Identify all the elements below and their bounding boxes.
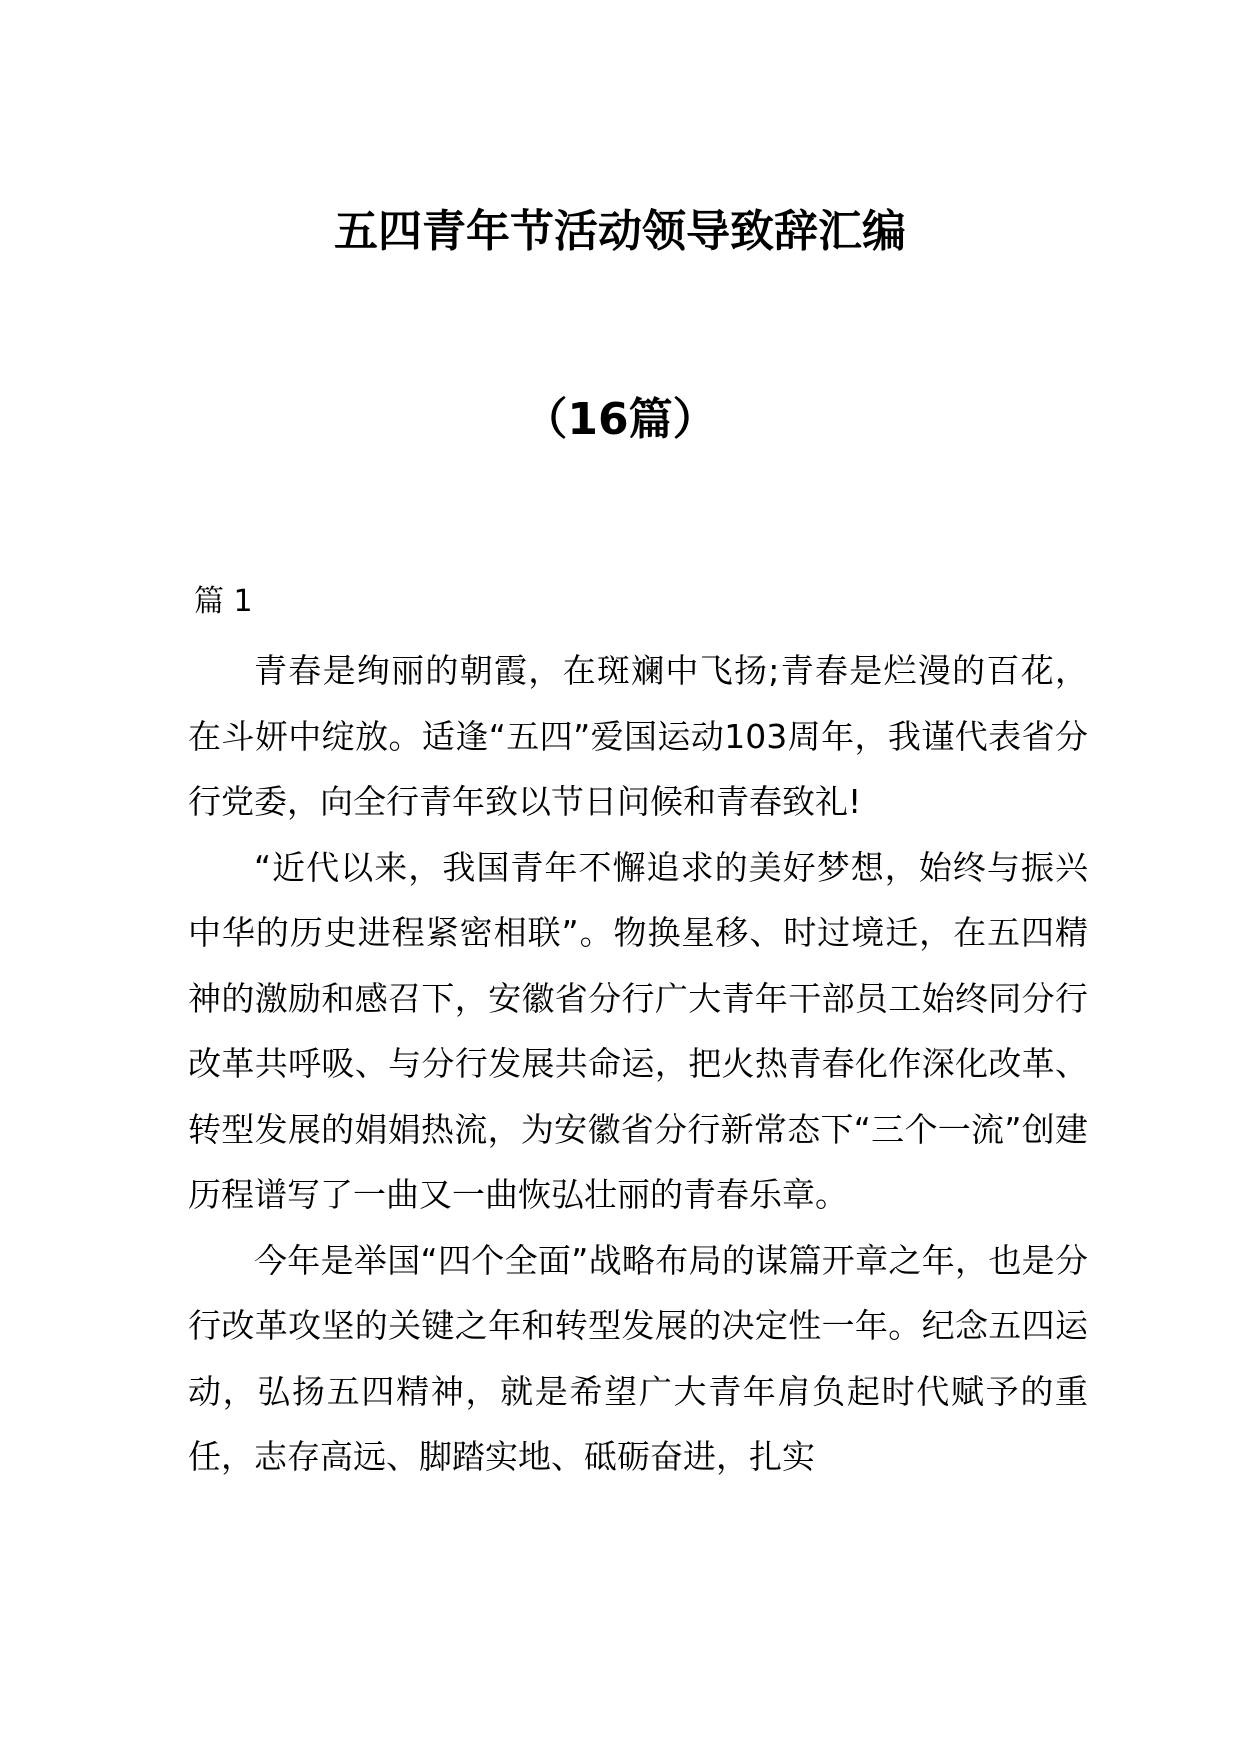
body-text — [188, 638, 1088, 1490]
document-subtitle: （16篇） — [523, 394, 717, 445]
paragraph-1: 青春是绚丽的朝霞，在斑斓中飞扬;青春是烂漫的百花，在斗妍中绽放。适逢“五四”爱国运动103周年，我谨代表省分行党委，向全行青年致以节日问候和青春致礼! — [188, 651, 1088, 821]
paragraph-2: “近代以来，我国青年不懈追求的美好梦想，始终与振兴中华的历史进程紧密相联”。物换星移、时过境迁，在五四精神的激励和感召下，安徽省分行广大青年干部员工始终同分行改革共呼吸、与分行发展共命运，把火热青春化作深化改革、转型发展的娟娟热流，为安徽省分行新常态下“三个一流”创建历程谱写了一曲又一曲恢弘壮丽的青春乐章。 — [188, 847, 1088, 1214]
paragraph-3: 今年是举国“四个全面”战略布局的谋篇开章之年，也是分行改革攻坚的关键之年和转型发展的决定性一年。纪念五四运动，弘扬五四精神，就是希望广大青年肩负起时代赋予的重任，志存高远、脚踏实地、砥砺奋进，扎实 — [188, 1240, 1088, 1476]
document-title: 五四青年节活动领导致辞汇编 — [334, 206, 906, 257]
section-label: 篇 1 — [194, 584, 253, 619]
